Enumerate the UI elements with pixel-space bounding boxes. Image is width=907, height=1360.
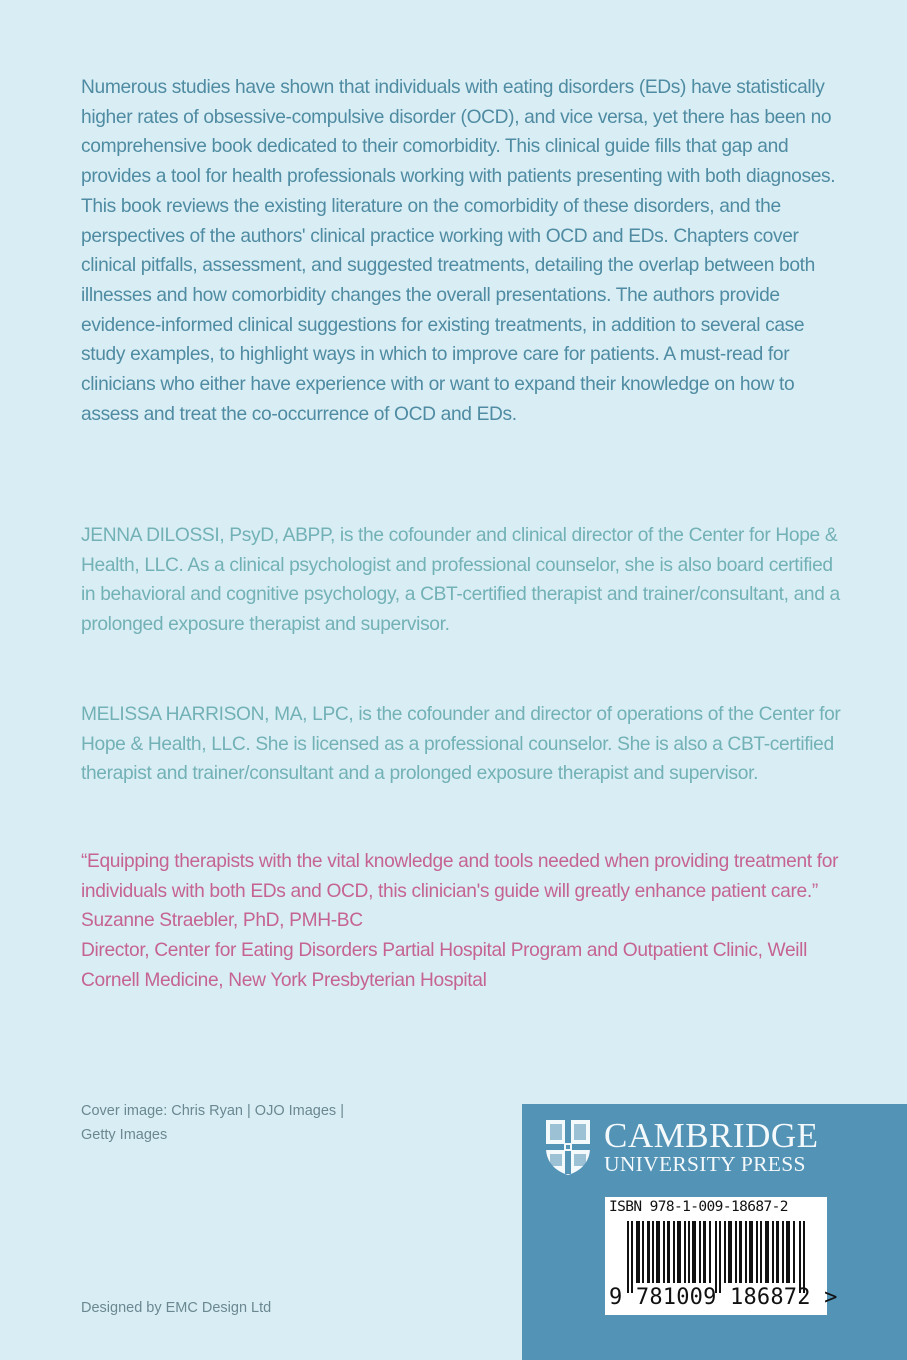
designer-credit: Designed by EMC Design Ltd (81, 1300, 272, 1316)
barcode-bars-icon (627, 1221, 809, 1293)
publisher-logo (544, 1118, 819, 1176)
author-bio-jenna-dilossi: JENNA DILOSSI, PsyD, ABPP, is the cofounder and clinical director of the Center for Hope & Health, LLC. As a clinical psychologist and professional counselor, she is also board certified in behavioral and cognitive psychology, a CBT-certified therapist and trainer/consultant, and a prolonged exposure therapist and supervisor. (81, 525, 840, 636)
endorser-name: Suzanne Straebler, PhD, PMH-BC (81, 910, 363, 932)
endorsement (81, 847, 841, 996)
publisher-panel (522, 1104, 907, 1360)
endorser-title: Director, Center for Eating Disorders Partial Hospital Program and Outpatient Clinic, Weill Cornell Medicine, New York Presbyterian Hospital (81, 940, 808, 991)
isbn-label: ISBN 978-1-009-18687-2 (609, 1199, 788, 1215)
publisher-name: CAMBRIDGE (604, 1116, 819, 1155)
book-description: Numerous studies have shown that individuals with eating disorders (EDs) have statistically higher rates of obsessive-compulsive disorder (OCD), and vice versa, yet there has been no comprehensive book dedicated to their comorbidity. This clinical guide fills that gap and provides a tool for health professionals working with patients presenting with both diagnoses. This book reviews the existing literature on the comorbidity of these disorders, and the perspectives of the authors' clinical practice working with OCD and EDs. Chapters cover clinical pitfalls, assessment, and suggested treatments, detailing the overlap between both illnesses and how comorbidity changes the overall presentations. The authors provide evidence-informed clinical suggestions for existing treatments, in addition to several case study examples, to highlight ways in which to improve care for patients. A must-read for clinicians who either have experience with or want to expand their knowledge on how to assess and treat the co-occurrence of OCD and EDs. (81, 77, 836, 425)
endorsement-quote: “Equipping therapists with the vital knowledge and tools needed when providing treatment for individuals with both EDs and OCD, this clinician's guide will greatly enhance patient care.” (81, 851, 839, 902)
barcode-digits: 9 781009 186872 > (609, 1285, 838, 1310)
author-bio-melissa-harrison: MELISSA HARRISON, MA, LPC, is the cofounder and director of operations of the Center for Hope & Health, LLC. She is licensed as a professional counselor. She is also a CBT-certified therapist and trainer/consultant and a prolonged exposure therapist and supervisor. (81, 704, 841, 785)
publisher-subtitle: UNIVERSITY PRESS (604, 1152, 806, 1176)
isbn-barcode (605, 1197, 838, 1315)
cover-image-credit: Cover image: Chris Ryan | OJO Images | Getty Images (81, 1103, 344, 1143)
shield-crest-icon (544, 1118, 592, 1176)
